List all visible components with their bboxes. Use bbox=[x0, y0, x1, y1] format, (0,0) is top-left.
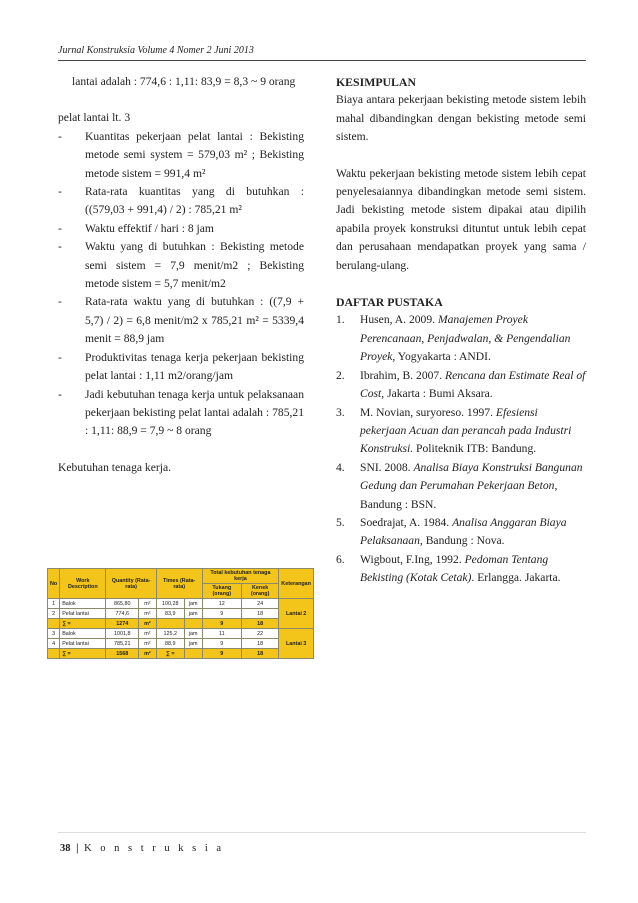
header-rule bbox=[58, 60, 586, 61]
page-number: 38 bbox=[60, 843, 71, 854]
cell-no: 3 bbox=[48, 629, 60, 639]
cell-time: ∑ = bbox=[156, 649, 184, 659]
cell-tukang: 9 bbox=[202, 619, 241, 629]
pustaka-heading: DAFTAR PUSTAKA bbox=[336, 295, 443, 310]
dash-marker: - bbox=[58, 350, 62, 364]
dash-marker: - bbox=[58, 295, 62, 309]
reference-number: 1. bbox=[336, 313, 345, 327]
reference-text bbox=[360, 551, 586, 588]
cell-kenek: 18 bbox=[241, 619, 278, 629]
cell-work: Balok bbox=[60, 629, 106, 639]
cell-kenek: 18 bbox=[241, 649, 278, 659]
reference-number: 5. bbox=[336, 515, 345, 529]
running-header: Jurnal Konstruksia Volume 4 Nomer 2 Juni 2013 bbox=[58, 45, 254, 56]
cell-time: 83,9 bbox=[156, 609, 184, 619]
reference-item bbox=[336, 459, 586, 514]
cell-kenek: 18 bbox=[241, 609, 278, 619]
th-ket: Keterangan bbox=[279, 569, 314, 599]
reference-text bbox=[360, 404, 586, 459]
dash-item bbox=[58, 220, 304, 238]
dash-item-text: Rata-rata waktu yang di butuhkan : ((7,9 + 5,7) / 2) = 6,8 menit/m2 x 785,21 m² = 5339,4 menit = 88,9 jam bbox=[85, 295, 304, 346]
reference-title: Efesiensi pekerjaan Acuan dan perancah pada Industri Konstruksi. bbox=[360, 405, 572, 456]
dash-marker: - bbox=[58, 129, 62, 143]
reference-title: Manajemen Proyek Perencanaan, Penjadwalan, & Pengendalian Proyek, bbox=[360, 313, 571, 364]
reference-item bbox=[336, 514, 586, 551]
reference-author: Husen, A. 2009. bbox=[360, 313, 438, 327]
cell-qu: m² bbox=[139, 629, 157, 639]
reference-author: Ibrahim, B. 2007. bbox=[360, 368, 446, 382]
reference-item bbox=[336, 311, 586, 366]
cell-time bbox=[156, 619, 184, 629]
cell-qty: 1568 bbox=[106, 649, 139, 659]
cell-no bbox=[48, 649, 60, 659]
cell-tukang: 11 bbox=[202, 629, 241, 639]
continued-text: lantai adalah : 774,6 : 1,11: 83,9 = 8,3 ~ 9 orang bbox=[72, 75, 296, 88]
footer bbox=[60, 843, 224, 854]
journal-name: K o n s t r u k s i a bbox=[84, 843, 225, 854]
cell-tu: jam bbox=[184, 599, 202, 609]
reference-publisher: , Bandung : Nova. bbox=[419, 534, 505, 548]
th-times: Times (Rata-rata) bbox=[156, 569, 202, 599]
cell-tu bbox=[184, 649, 202, 659]
footer-rule bbox=[58, 832, 586, 833]
table-row bbox=[48, 639, 314, 649]
right-column bbox=[336, 73, 586, 588]
dash-marker: - bbox=[58, 387, 62, 401]
reference-text bbox=[360, 311, 586, 366]
cell-work: ∑ = bbox=[60, 649, 106, 659]
reference-number: 3. bbox=[336, 405, 345, 419]
dash-item-text: Waktu yang di butuhkan : Bekisting metode semi sistem = 7,9 menit/m2 ; Bekisting metode sistem = 5,7 menit/m2 bbox=[85, 240, 304, 291]
cell-tu: jam bbox=[184, 629, 202, 639]
dash-item-text: Rata-rata kuantitas yang di butuhkan : ((579,03 + 991,4) / 2) : 785,21 m² bbox=[85, 185, 304, 217]
dash-item bbox=[58, 349, 304, 386]
footer-separator: | bbox=[76, 843, 79, 854]
cell-keterangan: Lantai 2 bbox=[279, 599, 314, 629]
cell-work: Pelat lantai bbox=[60, 639, 106, 649]
cell-tu bbox=[184, 619, 202, 629]
table-row bbox=[48, 619, 314, 629]
cell-work: Balok bbox=[60, 599, 106, 609]
cell-no: 2 bbox=[48, 609, 60, 619]
kesimpulan-heading: KESIMPULAN bbox=[336, 75, 416, 89]
cell-qu: m² bbox=[139, 649, 157, 659]
reference-title: Rencana dan Estimate Real of Cost bbox=[360, 368, 586, 401]
cell-tu: jam bbox=[184, 609, 202, 619]
dash-item-text: Produktivitas tenaga kerja pekerjaan bekisting pelat lantai : 1,11 m2/orang/jam bbox=[85, 350, 304, 383]
reference-title: Analisa Anggaran Biaya Pelaksanaan bbox=[360, 515, 567, 548]
kesimpulan-p2: Waktu pekerjaan bekisting metode sistem lebih cepat penyelesaiannya dibandingkan metode semi sistem. Jadi bekisting metode sistem dipakai atau dipilih apabila proyek konstruksi dituntut untuk lebih cepat dan perusahaan mendapatkan proyek yang sama / berulang-ulang. bbox=[336, 166, 586, 272]
cell-qu: m² bbox=[139, 619, 157, 629]
dash-item-text: Waktu effektif / hari : 8 jam bbox=[85, 221, 214, 235]
reference-list bbox=[336, 311, 586, 587]
reference-publisher: , Jakarta : Bumi Aksara. bbox=[381, 387, 493, 401]
dash-item bbox=[58, 128, 304, 183]
cell-tukang: 12 bbox=[202, 599, 241, 609]
dash-marker: - bbox=[58, 185, 62, 199]
reference-author: M. Novian, suryoreso. 1997. bbox=[360, 405, 496, 419]
cell-kenek: 24 bbox=[241, 599, 278, 609]
reference-text bbox=[360, 367, 586, 404]
table-caption: Kebutuhan tenaga kerja. bbox=[58, 460, 171, 474]
th-qty: Quantity (Rata-rata) bbox=[106, 569, 156, 599]
reference-item bbox=[336, 367, 586, 404]
cell-qty: 1001,8 bbox=[106, 629, 139, 639]
dash-item bbox=[58, 183, 304, 220]
cell-kenek: 18 bbox=[241, 639, 278, 649]
reference-title: Pedoman Tentang Bekisting (Kotak Cetak) bbox=[360, 552, 549, 585]
reference-publisher: Politeknik ITB: Bandung. bbox=[413, 442, 537, 456]
reference-publisher: . Erlangga. Jakarta. bbox=[471, 571, 561, 585]
th-no: No bbox=[48, 569, 60, 599]
kesimpulan-p1: Biaya antara pekerjaan bekisting metode sistem lebih mahal dibandingkan dengan bekisting metode semi sistem. bbox=[336, 93, 586, 144]
th-kenek: Kenek (orang) bbox=[241, 584, 278, 599]
cell-no: 1 bbox=[48, 599, 60, 609]
reference-text bbox=[360, 459, 586, 514]
cell-work: ∑ = bbox=[60, 619, 106, 629]
reference-author: Soedrajat, A. 1984. bbox=[360, 515, 453, 529]
left-column bbox=[58, 73, 304, 477]
reference-author: SNI. 2008. bbox=[360, 460, 414, 474]
reference-item bbox=[336, 551, 586, 588]
table-body bbox=[48, 599, 314, 659]
cell-qu: m² bbox=[139, 639, 157, 649]
dash-marker: - bbox=[58, 240, 62, 254]
cell-time: 88,9 bbox=[156, 639, 184, 649]
dash-list bbox=[58, 128, 304, 441]
th-total: Total kebutuhan tenaga kerja bbox=[202, 569, 279, 584]
reference-author: Wigbout, F.Ing, 1992. bbox=[360, 552, 465, 566]
cell-tukang: 9 bbox=[202, 609, 241, 619]
cell-qty: 785,21 bbox=[106, 639, 139, 649]
reference-number: 6. bbox=[336, 552, 345, 566]
cell-keterangan: Lantai 3 bbox=[279, 629, 314, 659]
dash-item bbox=[58, 386, 304, 441]
cell-time: 100,28 bbox=[156, 599, 184, 609]
table-row bbox=[48, 599, 314, 609]
cell-time: 125,2 bbox=[156, 629, 184, 639]
cell-tu: jam bbox=[184, 639, 202, 649]
th-tukang: Tukang (orang) bbox=[202, 584, 241, 599]
cell-tukang: 9 bbox=[202, 639, 241, 649]
reference-publisher: , Bandung : BSN. bbox=[360, 479, 558, 511]
table-row bbox=[48, 649, 314, 659]
cell-tukang: 9 bbox=[202, 649, 241, 659]
cell-no: 4 bbox=[48, 639, 60, 649]
reference-item bbox=[336, 404, 586, 459]
dash-item bbox=[58, 293, 304, 348]
reference-text bbox=[360, 514, 586, 551]
cell-qu: m² bbox=[139, 609, 157, 619]
labor-table bbox=[47, 568, 314, 659]
subheading-lt3: pelat lantai lt. 3 bbox=[58, 111, 131, 125]
dash-item-text: Kuantitas pekerjaan pelat lantai : Bekisting metode semi system = 579,03 m² ; Bekisting metode sistem = 991,4 m² bbox=[85, 129, 304, 180]
cell-qty: 774,6 bbox=[106, 609, 139, 619]
dash-marker: - bbox=[58, 221, 62, 235]
reference-publisher: Yogyakarta : ANDI. bbox=[395, 350, 491, 364]
reference-number: 2. bbox=[336, 368, 345, 382]
cell-work: Pelat lantai bbox=[60, 609, 106, 619]
cell-qu: m² bbox=[139, 599, 157, 609]
dash-item-text: Jadi kebutuhan tenaga kerja untuk pelaksanaan pekerjaan bekisting pelat lantai adalah : 785,21 : 1,11: 88,9 = 7,9 ~ 8 orang bbox=[85, 387, 304, 438]
reference-title: Analisa Biaya Konstruksi Bangunan Gedung dan Perumahan Pekerjaan Beton bbox=[360, 460, 583, 493]
reference-number: 4. bbox=[336, 460, 345, 474]
cell-qty: 1274 bbox=[106, 619, 139, 629]
cell-kenek: 22 bbox=[241, 629, 278, 639]
table-row bbox=[48, 629, 314, 639]
table-row bbox=[48, 609, 314, 619]
cell-qty: 865,80 bbox=[106, 599, 139, 609]
cell-no bbox=[48, 619, 60, 629]
dash-item bbox=[58, 238, 304, 293]
th-work: Work Description bbox=[60, 569, 106, 599]
